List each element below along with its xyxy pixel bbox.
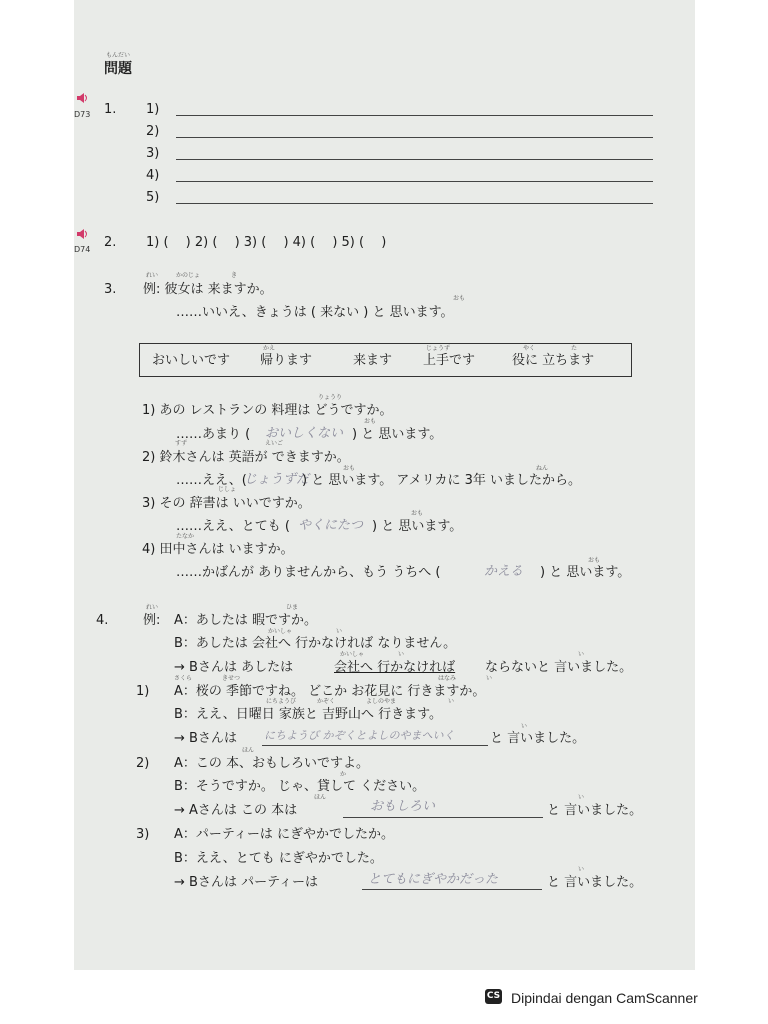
choice-word: 来ます	[353, 353, 393, 368]
answer-line[interactable]	[176, 137, 653, 138]
cd-track-label: D73	[74, 110, 91, 119]
question-number: 1.	[104, 102, 117, 117]
speaker-icon[interactable]	[76, 229, 88, 239]
furigana: じしょ	[218, 486, 237, 493]
furigana: かいしゃ	[268, 628, 293, 635]
arrow-sentence-pre: → Aさんは この 本は	[174, 803, 298, 818]
choice-word: おいしいです	[152, 353, 231, 368]
answer-number: 2)	[146, 124, 160, 139]
answer-number: 1)	[146, 102, 160, 117]
answer-line[interactable]	[362, 889, 542, 890]
furigana: すず	[175, 440, 188, 447]
exercise-answer-post: ) と 思います。 アメリカに 3年 いましたから。	[302, 473, 582, 488]
furigana: にちようび	[266, 698, 297, 705]
answer-line[interactable]	[262, 745, 488, 746]
furigana: たなか	[176, 533, 195, 540]
furigana: き	[231, 272, 238, 279]
arrow-sentence-post: と 言いました。	[547, 803, 643, 818]
example-arrow-fill: 会社へ 行かなければ	[334, 660, 456, 675]
example-arrow-pre: → Bさんは あしたは	[174, 660, 294, 675]
furigana: た	[571, 345, 578, 352]
answer-line[interactable]	[176, 159, 653, 160]
example-question: 例: 彼女は 来ますか。	[143, 282, 273, 297]
example-label: 例:	[143, 613, 161, 628]
question-number: 3.	[104, 282, 117, 297]
choice-word: 役に 立ちます	[512, 353, 595, 368]
furigana: い	[578, 651, 585, 658]
furigana: おも	[343, 465, 356, 472]
question-number: 2.	[104, 235, 117, 250]
dialogue-line-b: B：ええ、とても にぎやかでした。	[174, 851, 383, 866]
arrow-sentence-pre: → Bさんは	[174, 731, 237, 746]
dialogue-line-a: A：桜の 季節ですね。 どこか お花見に 行きますか。	[174, 684, 486, 699]
furigana: おも	[364, 418, 377, 425]
exercise-answer-pre: ……あまり (	[176, 427, 251, 442]
furigana: かぞく	[317, 698, 336, 705]
speaker-icon[interactable]	[76, 93, 88, 103]
item-number: 3)	[136, 827, 150, 842]
choice-word: 帰ります	[260, 353, 313, 368]
handwritten-answer[interactable]: とてもにぎやかだった	[368, 872, 499, 887]
choice-word: 上手です	[423, 353, 476, 368]
handwritten-answer[interactable]: かえる	[484, 564, 524, 579]
furigana: ひま	[286, 604, 299, 611]
exercise-question: 4) 田中さんは いますか。	[142, 542, 294, 557]
handwritten-answer[interactable]: おいしくない	[265, 426, 344, 441]
example-line-b: B：あしたは 会社へ 行かなければ なりません。	[174, 636, 457, 651]
furigana: じょうず	[426, 345, 451, 352]
furigana: ほん	[242, 747, 255, 754]
furigana: い	[336, 628, 343, 635]
answer-blanks: 1) ( ) 2) ( ) 3) ( ) 4) ( ) 5) ( )	[146, 235, 387, 250]
furigana: ほん	[314, 794, 327, 801]
furigana: さくら	[174, 675, 193, 682]
item-number: 2)	[136, 756, 150, 771]
item-number: 1)	[136, 684, 150, 699]
furigana: えいご	[265, 440, 284, 447]
arrow-sentence-pre: → Bさんは パーティーは	[174, 875, 319, 890]
exercise-answer-post: ) と 思います。	[540, 565, 631, 580]
watermark-text: Dipindai dengan CamScanner	[511, 990, 698, 1006]
furigana: い	[398, 651, 405, 658]
example-arrow-post: ならないと 言いました。	[485, 660, 633, 675]
furigana: おも	[453, 295, 466, 302]
furigana: おも	[411, 510, 424, 517]
camscanner-logo-icon: CS	[485, 989, 502, 1004]
furigana: い	[578, 866, 585, 873]
exercise-answer-pre: ……ええ、とても (	[176, 519, 290, 534]
exercise-answer-pre: ……かばんが ありませんから、もう うちへ (	[176, 565, 441, 580]
furigana: い	[521, 723, 528, 730]
furigana: い	[578, 794, 585, 801]
handwritten-answer[interactable]: じょうずだ	[244, 472, 310, 487]
exercise-answer-post: ) と 思います。	[372, 519, 463, 534]
furigana: れい	[146, 272, 159, 279]
answer-line[interactable]	[176, 181, 653, 182]
exercise-question: 1) あの レストランの 料理は どうですか。	[142, 403, 393, 418]
furigana: かえ	[263, 345, 276, 352]
furigana: かいしゃ	[340, 651, 365, 658]
cd-track-label: D74	[74, 245, 91, 254]
furigana: よしのやま	[366, 698, 397, 705]
page-title: 問題	[104, 61, 132, 77]
furigana: きせつ	[222, 675, 241, 682]
example-answer: ……いいえ、きょうは ( 来ない ) と 思います。	[176, 305, 454, 320]
exercise-answer-post: ) と 思います。	[352, 427, 443, 442]
answer-line[interactable]	[343, 817, 543, 818]
furigana: い	[486, 675, 493, 682]
furigana: れい	[146, 604, 159, 611]
answer-number: 4)	[146, 168, 160, 183]
answer-line[interactable]	[176, 115, 653, 116]
dialogue-line-a: A：パーティーは にぎやかでしたか。	[174, 827, 394, 842]
furigana: ねん	[536, 465, 549, 472]
furigana: い	[448, 698, 455, 705]
furigana: か	[340, 771, 347, 778]
handwritten-answer[interactable]: おもしろい	[370, 799, 436, 814]
arrow-sentence-post: と 言いました。	[547, 875, 643, 890]
furigana: りょうり	[318, 394, 343, 401]
answer-number: 5)	[146, 190, 160, 205]
furigana: かのじょ	[176, 272, 201, 279]
handwritten-answer[interactable]: やくにたつ	[298, 518, 364, 533]
example-line-a: A：あしたは 暇ですか。	[174, 613, 318, 628]
heading-reading: もんだい	[106, 52, 131, 59]
furigana: おも	[588, 557, 601, 564]
handwritten-answer[interactable]: にちようび かぞくとよしのやまへいく	[264, 729, 455, 742]
exercise-question: 2) 鈴木さんは 英語が できますか。	[142, 450, 350, 465]
dialogue-line-b: B：ええ、日曜日 家族と 吉野山へ 行きます。	[174, 707, 443, 722]
arrow-sentence-post: と 言いました。	[490, 731, 586, 746]
dialogue-line-a: A：この 本、おもしろいですよ。	[174, 756, 370, 771]
dialogue-line-b: B：そうですか。 じゃ、貸して ください。	[174, 779, 426, 794]
furigana: はなみ	[438, 675, 457, 682]
answer-number: 3)	[146, 146, 160, 161]
exercise-question: 3) その 辞書は いいですか。	[142, 496, 311, 511]
furigana: やく	[523, 345, 536, 352]
answer-line[interactable]	[176, 203, 653, 204]
question-number: 4.	[96, 613, 109, 628]
exercise-answer-pre: ……ええ、(	[176, 473, 247, 488]
